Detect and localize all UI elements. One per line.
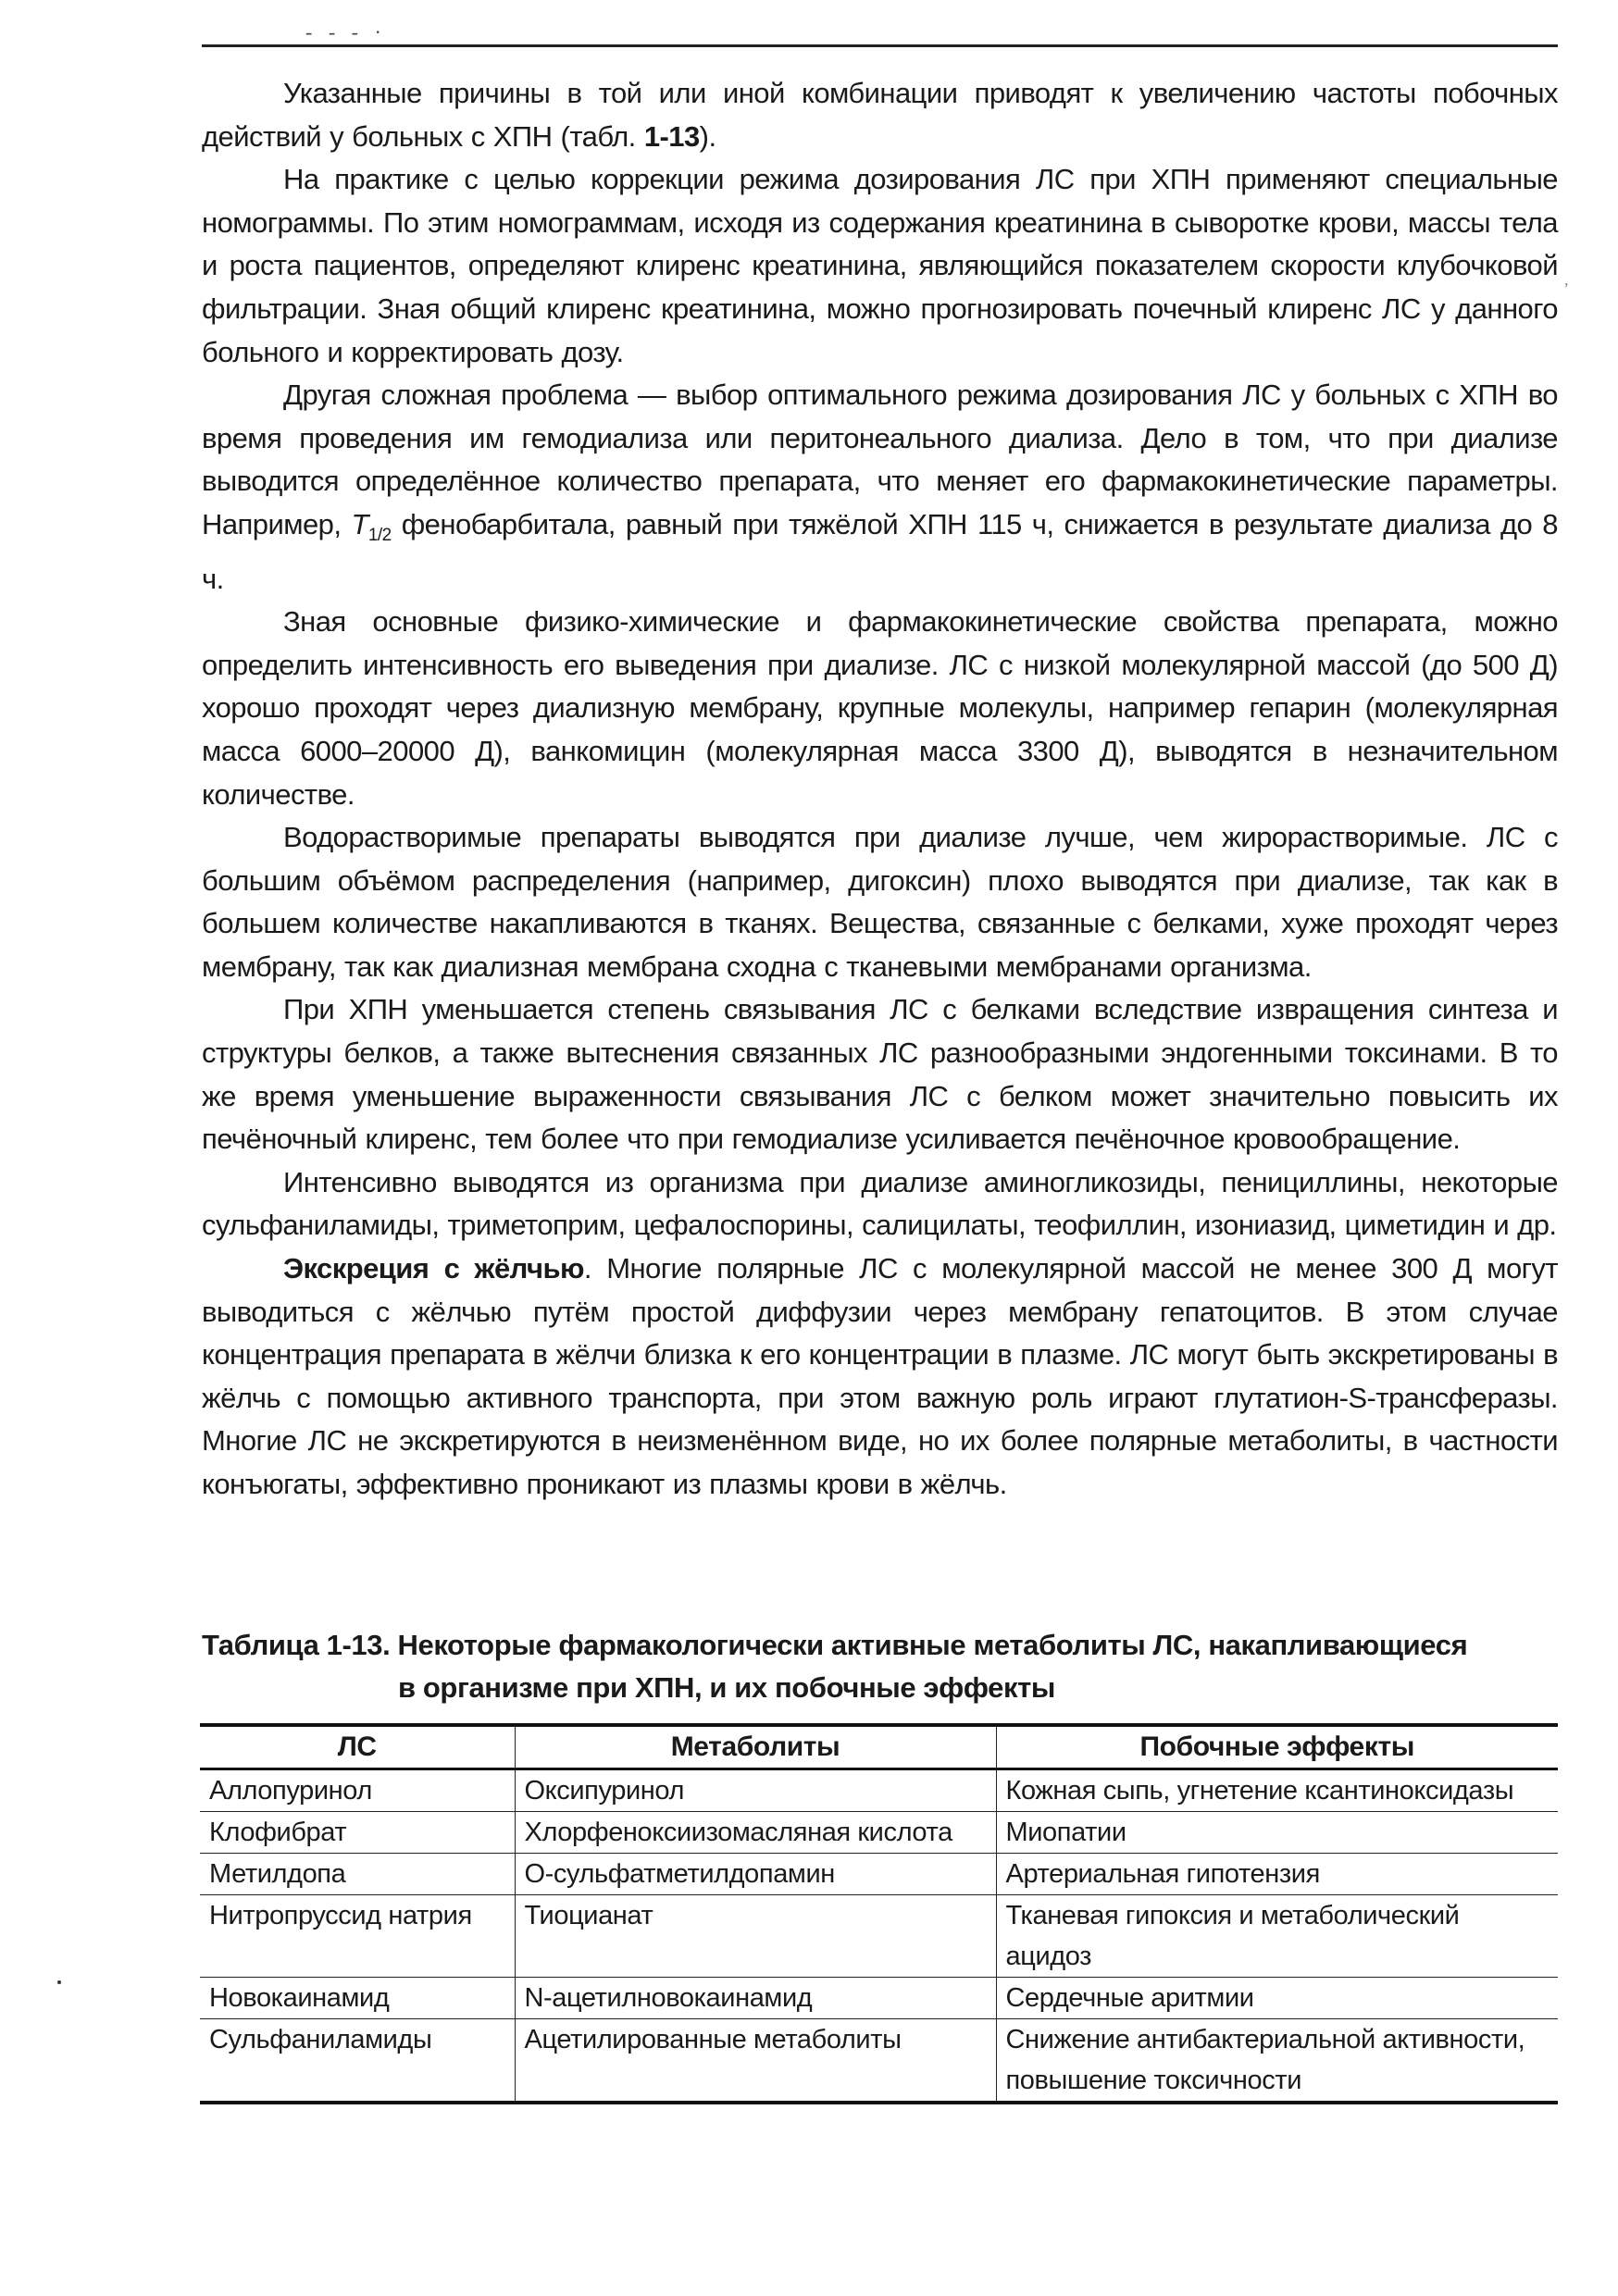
section-heading-bile-excretion: Экскреция с жёлчью bbox=[283, 1252, 584, 1285]
cell-side-effect: Кожная сыпь, угнетение ксантиноксидазы bbox=[996, 1769, 1558, 1812]
cell-drug: Метилдопа bbox=[200, 1854, 515, 1895]
metabolites-table bbox=[200, 1723, 1558, 2104]
header-drug: ЛС bbox=[200, 1725, 515, 1769]
table-row bbox=[200, 1854, 1558, 1895]
paragraph-5: Водорастворимые препараты выводятся при диализе лучше, чем жирорастворимые. ЛС с большим объёмом распределения (например, дигоксин) плохо выводятся при диализе, так как в большем количестве накапливаются в тканях. Вещества, связанные с белками, хуже проходят через мембрану, так как диализная мембрана сходна с тканевыми мембранами организма. bbox=[202, 821, 1558, 983]
header-rule bbox=[202, 44, 1558, 47]
cell-drug: Нитропруссид натрия bbox=[200, 1895, 515, 1978]
paragraph-2: На практике с целью коррекции режима дозирования ЛС при ХПН применяют специальные номограммы. По этим номограммам, исходя из содержания креатинина в сыворотке крови, массы тела и роста пациентов, определяют клиренс креатинина, являющийся показателем скорости клубочковой фильтрации. Зная общий клиренс креатинина, можно прогнозировать почечный клиренс ЛС у данного больного и корректировать дозу. bbox=[202, 163, 1558, 368]
cell-metabolite: Оксипуринол bbox=[515, 1769, 996, 1812]
paragraph-7: Интенсивно выводятся из организма при диализе аминогликозиды, пенициллины, некоторые сульфаниламиды, триметоприм, цефалоспорины, салицилаты, теофиллин, изониазид, циметидин и др. bbox=[202, 1165, 1558, 1242]
cell-drug: Новокаинамид bbox=[200, 1978, 515, 2019]
header-side-effects: Побочные эффекты bbox=[996, 1725, 1558, 1769]
paragraph-8: Экскреция с жёлчью. Многие полярные ЛС с молекулярной массой не менее 300 Д могут выводиться с жёлчью путём простой диффузии через мембрану гепатоцитов. В этом случае концентрация препарата в жёлчи близка к его концентрации в плазме. ЛС могут быть экскретированы в жёлчь с помощью активного транспорта, при этом важную роль играют глутатион-S-трансферазы. Многие ЛС не экскретируются в неизменённом виде, но их более полярные метаболиты, в частности конъюгаты, эффективно проникают из плазмы крови в жёлчь. bbox=[202, 1252, 1558, 1500]
header-metabolites: Метаболиты bbox=[515, 1725, 996, 1769]
cell-side-effect: Сердечные аритмии bbox=[996, 1978, 1558, 2019]
cell-side-effect: Артериальная гипотензия bbox=[996, 1854, 1558, 1895]
cell-metabolite: Хлорфеноксиизомасляная кислота bbox=[515, 1812, 996, 1854]
table-row bbox=[200, 1978, 1558, 2019]
table-reference-link[interactable]: 1-13 bbox=[643, 119, 700, 153]
half-life-symbol: T bbox=[351, 507, 368, 540]
caption-line-2: в организме при ХПН, и их побочные эффекты bbox=[398, 1671, 1055, 1704]
cell-drug: Сульфаниламиды bbox=[200, 2019, 515, 2104]
page-top-marks: - - - · bbox=[305, 20, 387, 43]
table-row bbox=[200, 2019, 1558, 2104]
cell-metabolite: N-ацетилновокаинамид bbox=[515, 1978, 996, 2019]
cell-metabolite: Ацетилированные метаболиты bbox=[515, 2019, 996, 2104]
cell-side-effect: Снижение антибактериальной активности, повышение токсичности bbox=[996, 2019, 1558, 2104]
cell-drug: Клофибрат bbox=[200, 1812, 515, 1854]
table-row bbox=[200, 1895, 1558, 1978]
cell-metabolite: Тиоцианат bbox=[515, 1895, 996, 1978]
paragraph-6: При ХПН уменьшается степень связывания ЛС с белками вследствие извращения синтеза и структуры белков, а также вытеснения связанных ЛС разнообразными эндогенными токсинами. В то же время уменьшение выраженности связывания ЛС с белком может значительно повысить их печёночный клиренс, тем более что при гемодиализе усиливается печёночное кровообращение. bbox=[202, 993, 1558, 1156]
scan-speck bbox=[57, 1980, 61, 1984]
cell-side-effect: Тканевая гипоксия и метаболический ацидоз bbox=[996, 1895, 1558, 1978]
margin-mark: , bbox=[1564, 270, 1569, 289]
caption-line-1: Таблица 1-13. Некоторые фармакологически активные метаболиты ЛС, накапливающиеся bbox=[202, 1629, 1468, 1661]
paragraph-1: Указанные причины в той или иной комбинации приводят к увеличению частоты побочных действий у больных с ХПН (табл. 1-13). bbox=[202, 77, 1558, 153]
half-life-subscript: 1/2 bbox=[367, 525, 392, 545]
table-header-row bbox=[200, 1725, 1558, 1769]
cell-metabolite: О-сульфатметилдопамин bbox=[515, 1854, 996, 1895]
cell-side-effect: Миопатии bbox=[996, 1812, 1558, 1854]
paragraph-4: Зная основные физико-химические и фармакокинетические свойства препарата, можно определить интенсивность его выведения при диализе. ЛС с низкой молекулярной массой (до 500 Д) хорошо проходят через диализную мембрану, крупные молекулы, например гепарин (молекулярная масса 6000–20000 Д), ванкомицин (молекулярная масса 3300 Д), выводятся в незначительном количестве. bbox=[202, 605, 1558, 811]
table-row bbox=[200, 1769, 1558, 1812]
body-text bbox=[202, 72, 1558, 1507]
paragraph-3: Другая сложная проблема — выбор оптимального режима дозирования ЛС у больных с ХПН во время проведения им гемодиализа или перитонеального диализа. Дело в том, что при диализе выводится определённое количество препарата, что меняет его фармакокинетические параметры. Например, $T_{1/2}$ фенобарбитала, равный при тяжёлой ХПН 115 ч, снижается в результате диализа до 8 ч. bbox=[202, 379, 1558, 595]
table-caption bbox=[202, 1624, 1558, 1709]
cell-drug: Аллопуринол bbox=[200, 1769, 515, 1812]
table-row bbox=[200, 1812, 1558, 1854]
